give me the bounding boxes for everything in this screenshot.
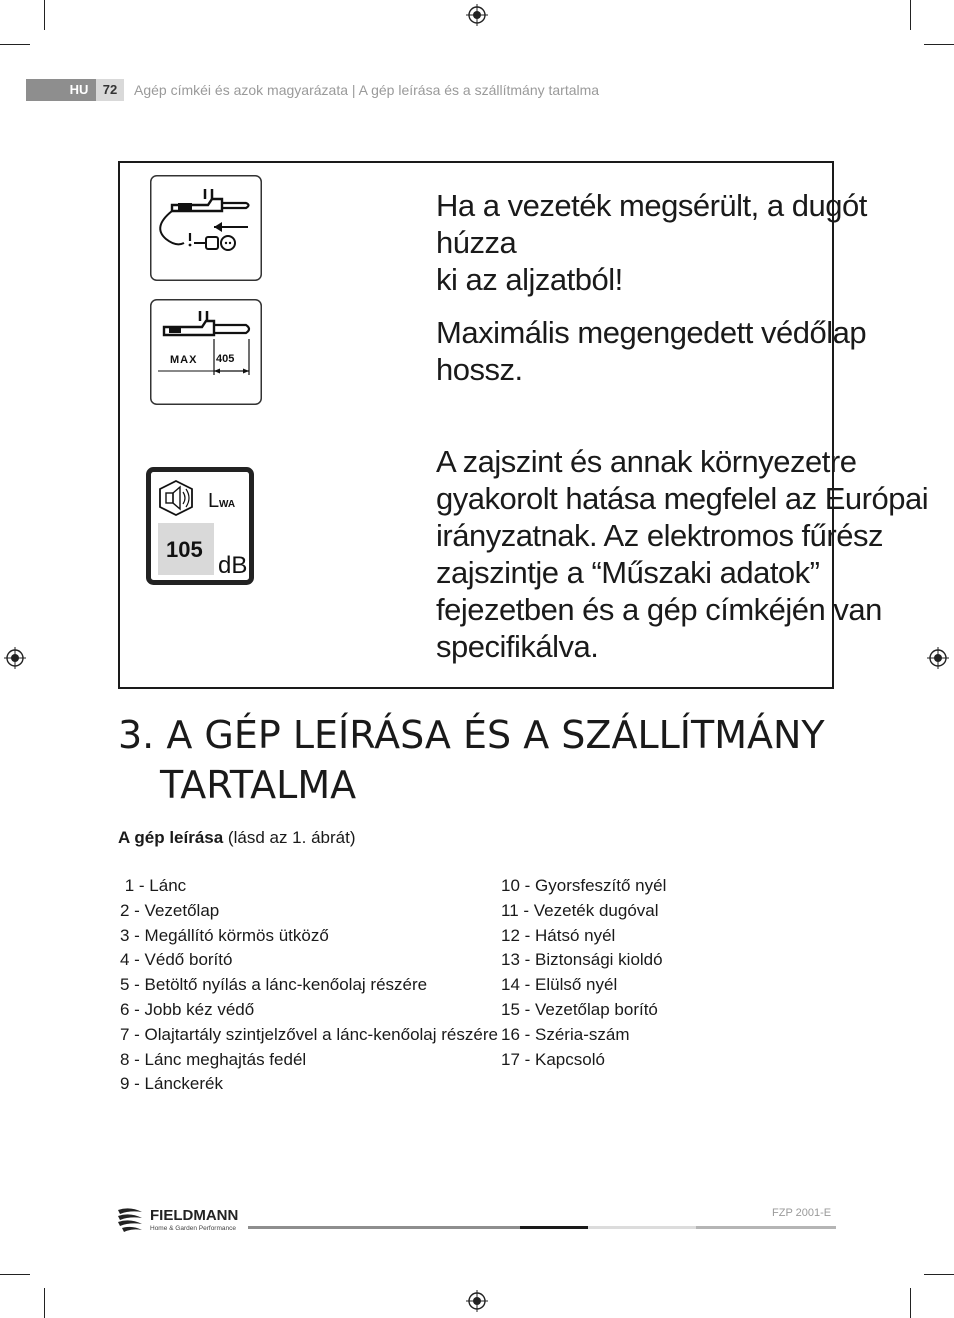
fieldmann-logo xyxy=(116,1204,248,1234)
list-item: 7 - Olajtartály szintjelzővel a lánc-kenőolaj részére xyxy=(120,1024,498,1044)
list-item: 4 - Védő borító xyxy=(120,950,233,970)
noise-value: 105 xyxy=(166,537,203,562)
fieldmann-swirl-icon xyxy=(118,1208,142,1232)
warning-symbols-box xyxy=(118,161,929,689)
footer-rule-segment xyxy=(588,1226,696,1229)
footer-rule-segment xyxy=(696,1226,836,1229)
noise-symbol: L xyxy=(208,490,220,512)
list-item: 12 - Hátsó nyél xyxy=(501,925,616,945)
footer-rule-segment xyxy=(248,1226,520,1229)
model-code: FZP 2001-E xyxy=(772,1207,832,1219)
noise-level-icon xyxy=(146,467,254,585)
warning-text-max-length xyxy=(436,314,936,388)
noise-unit: dB xyxy=(218,552,248,579)
warning-line: Maximális megengedett védőlap xyxy=(436,315,867,350)
crop-mark-top-right-v xyxy=(910,0,911,30)
registration-mark-icon xyxy=(466,1290,488,1312)
warning-text-noise xyxy=(436,443,936,665)
brand-tagline: Home & Garden Performance xyxy=(150,1225,236,1232)
list-item: 1 - Lánc xyxy=(120,876,187,895)
warning-line: specifikálva. xyxy=(436,629,599,664)
list-item: 10 - Gyorsfeszítő nyél xyxy=(501,876,667,895)
warning-line: A zajszint és annak környezetre xyxy=(436,444,857,479)
noise-symbol-subscript: WA xyxy=(219,499,236,510)
crop-mark-top-left-v xyxy=(44,0,45,30)
warning-line: fejezetben és a gép címkéjén van xyxy=(436,592,882,627)
list-item: 9 - Lánckerék xyxy=(120,1074,223,1094)
brand-name: FIELDMANN xyxy=(150,1207,239,1224)
unplug-chainsaw-icon xyxy=(150,175,262,281)
subhead-bold: A gép leírása xyxy=(118,828,224,847)
list-item: 3 - Megállító körmös ütköző xyxy=(120,925,329,945)
warning-line: zajszintje a “Műszaki adatok” xyxy=(436,555,820,590)
list-item: 15 - Vezetőlap borító xyxy=(501,999,658,1019)
crop-mark-bottom-left-h xyxy=(0,1274,30,1275)
page-number: 72 xyxy=(96,79,124,101)
max-label: MAX xyxy=(170,354,198,366)
list-item: 14 - Elülső nyél xyxy=(501,975,618,995)
max-guide-bar-length-icon xyxy=(150,299,262,405)
list-item: 5 - Betöltő nyílás a lánc-kenőolaj részére xyxy=(120,975,428,995)
section-title-line: 3. A GÉP LEÍRÁSA ÉS A SZÁLLÍTMÁNY xyxy=(118,713,825,757)
footer-rule-segment xyxy=(520,1226,588,1229)
subhead-rest: (lásd az 1. ábrát) xyxy=(223,828,356,847)
machine-description-subhead xyxy=(118,826,355,850)
warning-line: hossz. xyxy=(436,352,523,387)
registration-mark-icon xyxy=(466,4,488,26)
warning-text-unplug xyxy=(436,187,936,298)
section-title-line: TARTALMA xyxy=(160,763,357,807)
warning-line: ki az aljzatból! xyxy=(436,262,623,297)
list-item: 16 - Széria-szám xyxy=(501,1024,630,1044)
length-value: 405 xyxy=(216,353,235,365)
language-badge: HU xyxy=(69,82,89,97)
crop-mark-top-right-h xyxy=(924,44,954,45)
crop-mark-top-left-h xyxy=(0,44,30,45)
crop-mark-bottom-right-h xyxy=(924,1274,954,1275)
section-title xyxy=(118,710,838,810)
registration-mark-icon xyxy=(4,647,26,669)
warning-line: gyakorolt hatása megfelel az Európai xyxy=(436,481,929,516)
running-header-title: Agép címkéi és azok magyarázata | A gép leírása és a szállítmány tartalma xyxy=(134,82,600,98)
warning-line: irányzatnak. Az elektromos fűrész xyxy=(436,518,883,553)
crop-mark-bottom-left-v xyxy=(44,1288,45,1318)
parts-list-right xyxy=(501,874,666,1072)
list-item: 17 - Kapcsoló xyxy=(501,1049,605,1069)
list-item: 13 - Biztonsági kioldó xyxy=(501,950,663,970)
crop-mark-bottom-right-v xyxy=(910,1288,911,1318)
parts-list-left xyxy=(120,874,498,1097)
warning-line: Ha a vezeték megsérült, a dugót húzza xyxy=(436,188,867,260)
list-item: 6 - Jobb kéz védő xyxy=(120,999,255,1019)
list-item: 8 - Lánc meghajtás fedél xyxy=(120,1049,307,1069)
list-item: 11 - Vezeték dugóval xyxy=(501,900,659,920)
list-item: 2 - Vezetőlap xyxy=(120,900,220,920)
